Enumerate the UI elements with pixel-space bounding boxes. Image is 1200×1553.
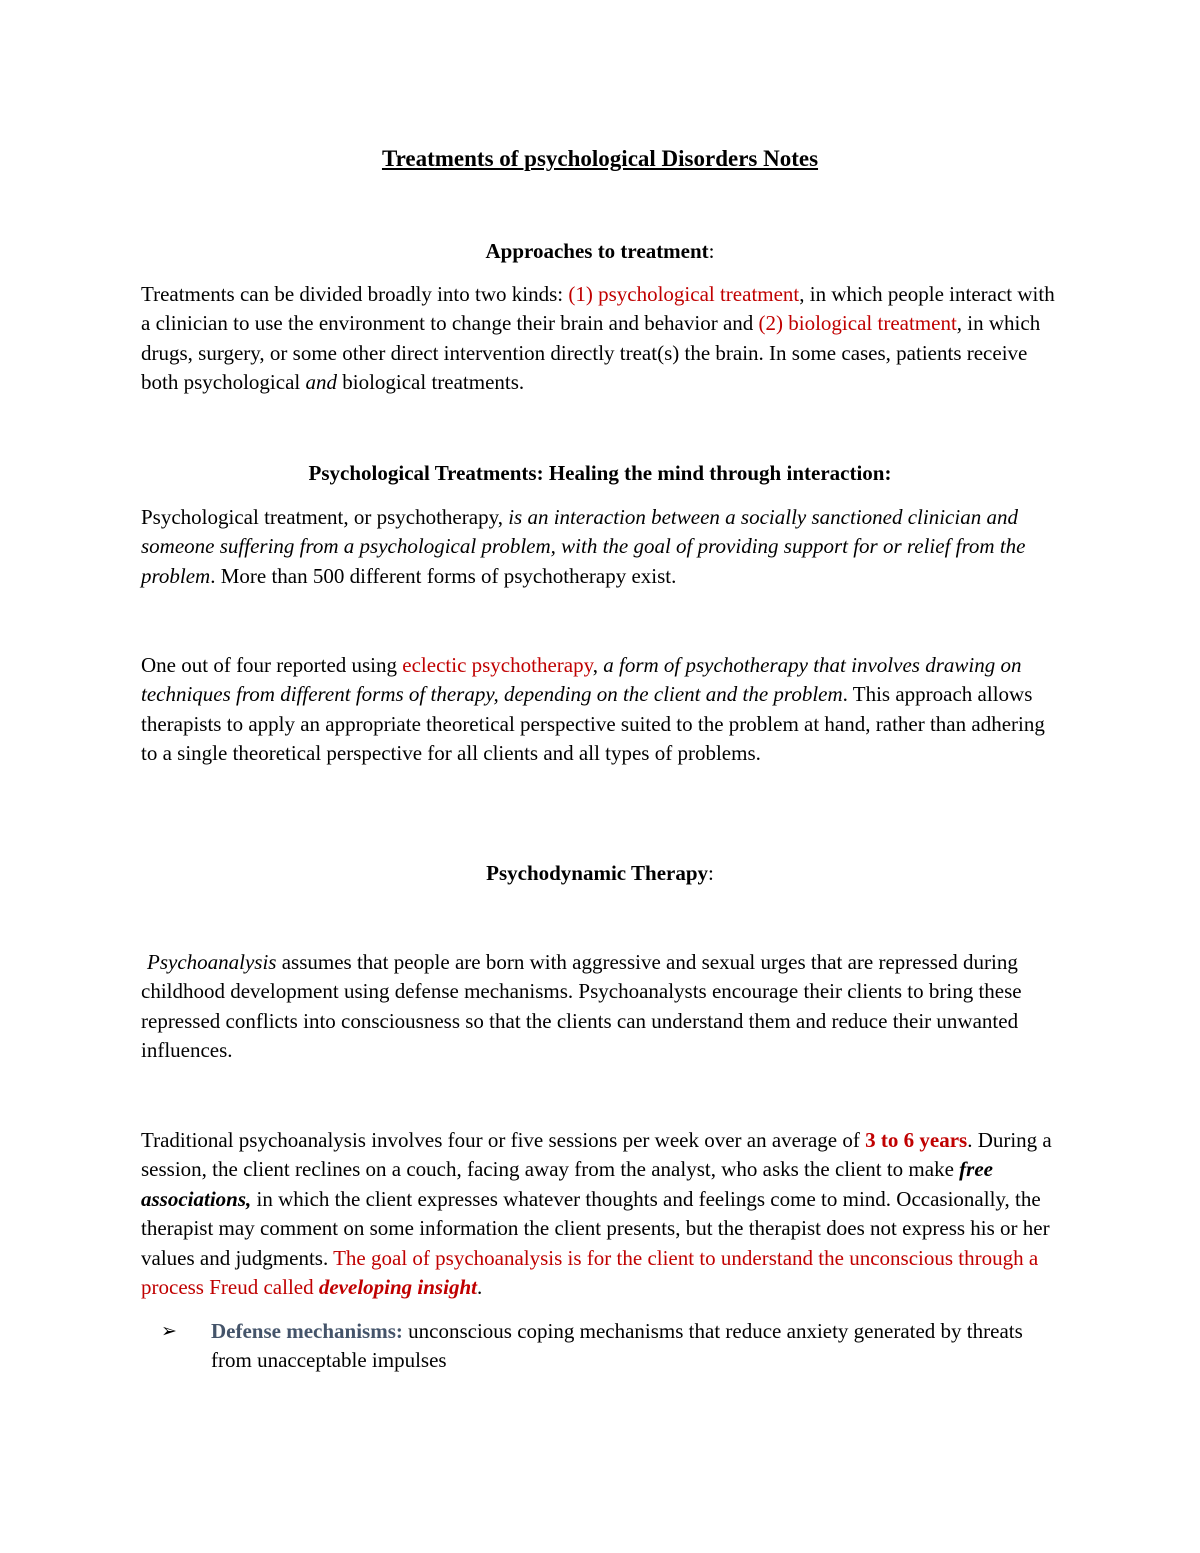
- paragraph-eclectic-psychotherapy: One out of four reported using eclectic psychotherapy, a form of psychotherapy that involves drawing on techniques from different forms of therapy, depending on the client and the problem. This approach allows therapists to apply an appropriate theoretical perspective suited to the problem at hand, rather than adhering to a single theoretical perspective for all clients and all types of problems.: [141, 653, 1045, 766]
- heading-approaches: Approaches to treatment:: [485, 239, 715, 263]
- paragraph-psychotherapy-definition: Psychological treatment, or psychotherapy, is an interaction between a socially sanctioned clinician and someone suffering from a psychological problem, with the goal of providing support for or relief from the problem. More than 500 different forms of psychotherapy exist.: [141, 505, 1026, 588]
- heading-psychodynamic-therapy: Psychodynamic Therapy:: [486, 861, 714, 885]
- page-title: Treatments of psychological Disorders Notes: [381, 146, 819, 171]
- heading-psychological-treatments: Psychological Treatments: Healing the mind through interaction:: [308, 461, 892, 485]
- eclectic-psychotherapy-term: eclectic psychotherapy: [402, 653, 593, 677]
- paragraph-traditional-psychoanalysis: Traditional psychoanalysis involves four or five sessions per week over an average of 3 to 6 years. During a session, the client reclines on a couch, facing away from the analyst, who asks the client to make free associations, in which the client expresses whatever thoughts and feelings come to mind. Occasionally, the therapist may comment on some information the client presents, but the therapist does not express his or her values and judgments. The goal of psychoanalysis is for the client to understand the unconscious through a process Freud called developing insight.: [141, 1128, 1052, 1300]
- paragraph-approaches: Treatments can be divided broadly into two kinds: (1) psychological treatment, in which people interact with a clinician to use the environment to change their brain and behavior and (2) biological treatment, in which drugs, surgery, or some other direct intervention directly treat(s) the brain. In some cases, patients receive both psychological and biological treatments.: [141, 282, 1055, 395]
- psychotherapy-definition: is an interaction between a socially sanctioned clinician and someone suffering from a psychological problem, with the goal of providing support for or relief from the problem: [141, 505, 1026, 588]
- bullet-text: Defense mechanisms: unconscious coping mechanisms that reduce anxiety generated by threats from unacceptable impulses: [211, 1319, 1023, 1373]
- defense-mechanisms-term: Defense mechanisms:: [211, 1319, 403, 1343]
- paragraph-psychoanalysis: Psychoanalysis assumes that people are born with aggressive and sexual urges that are repressed during childhood development using defense mechanisms. Psychoanalysts encourage their clients to bring these repressed conflicts into consciousness so that the clients can understand them and reduce their unwanted influences.: [141, 950, 1022, 1063]
- arrow-bullet-icon: ➢: [161, 1320, 177, 1342]
- biological-treatment-term: (2) biological treatment: [758, 311, 957, 336]
- psychological-treatment-term: (1) psychological treatment: [568, 282, 800, 306]
